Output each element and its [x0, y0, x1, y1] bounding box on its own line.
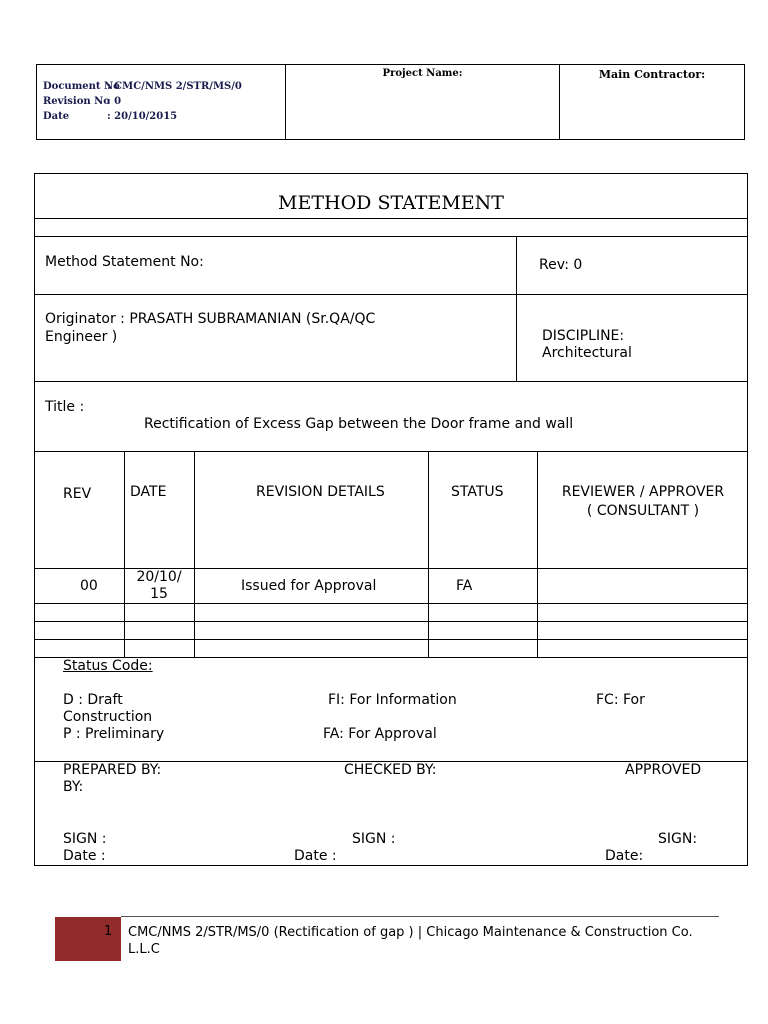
status-code-section	[35, 658, 747, 762]
row-date-line-1: 20/10/	[136, 569, 182, 585]
document-number-label: Document No	[43, 81, 120, 92]
status-draft: D : Draft	[63, 692, 123, 708]
approved-sign-label: SIGN:	[658, 831, 698, 847]
checked-by-label: CHECKED BY:	[344, 762, 437, 778]
status-column-header: STATUS	[451, 484, 504, 500]
revision-details-column-header: REVISION DETAILS	[256, 484, 385, 500]
originator-line-2: Engineer )	[45, 329, 118, 345]
status-preliminary: P : Preliminary	[63, 726, 165, 742]
approved-date-label: Date:	[605, 848, 644, 864]
reviewer-column-header-2: ( CONSULTANT )	[586, 503, 700, 519]
method-statement-form	[34, 173, 748, 866]
approved-by-label-b: BY:	[63, 779, 84, 795]
footer-text: CMC/NMS 2/STR/MS/0 (Rectification of gap ) | Chicago Maintenance & Construction Co. L.L.C	[128, 925, 693, 957]
checked-date-label: Date :	[294, 848, 337, 864]
document-date-value: : 20/10/2015	[107, 111, 178, 122]
prepared-date-label: Date :	[63, 848, 106, 864]
main-contractor-cell	[560, 65, 744, 139]
reviewer-column-header-1: REVIEWER / APPROVER	[561, 484, 725, 500]
originator-line-1: Originator : PRASATH SUBRAMANIAN (Sr.QA/QC	[45, 311, 376, 327]
prepared-sign-label: SIGN :	[63, 831, 107, 847]
document-header-table	[36, 64, 745, 140]
ms-number-row	[35, 237, 747, 295]
discipline-label: DISCIPLINE:	[542, 328, 625, 344]
discipline-value: Architectural	[542, 345, 632, 361]
footer-divider	[121, 916, 719, 917]
revision-number-value: : 0	[107, 96, 122, 107]
rev-label: Rev: 0	[539, 257, 583, 273]
checked-sign-label: SIGN :	[352, 831, 396, 847]
originator-row	[35, 295, 747, 382]
footer-page-number: 1	[104, 924, 113, 939]
ms-number-label: Method Statement No:	[45, 254, 204, 270]
status-code-heading: Status Code:	[63, 658, 153, 674]
status-for-construction-b: Construction	[63, 709, 153, 725]
main-contractor-label: Main Contractor:	[598, 68, 706, 81]
form-title-row	[35, 174, 747, 219]
row-rev: 00	[80, 578, 98, 594]
row-status: FA	[456, 578, 473, 594]
project-name-label: Project Name:	[382, 68, 463, 79]
status-for-information: FI: For Information	[328, 692, 457, 708]
row-date-line-2: 15	[150, 586, 168, 602]
document-date-line	[43, 111, 177, 122]
document-number-line	[43, 81, 242, 92]
document-number-value: : CMC/NMS 2/STR/MS/0	[107, 81, 242, 92]
project-name-cell	[286, 65, 560, 139]
document-date-label: Date	[43, 111, 70, 122]
revision-number-line	[43, 96, 121, 107]
approved-by-label-a: APPROVED	[625, 762, 702, 778]
table-row	[35, 569, 747, 604]
revision-table-header	[35, 452, 747, 569]
table-row	[35, 622, 747, 640]
rev-column-header: REV	[63, 486, 92, 502]
prepared-by-label: PREPARED BY:	[63, 762, 162, 778]
table-row	[35, 604, 747, 622]
ms-title-row	[35, 382, 747, 452]
table-row	[35, 640, 747, 658]
ms-title-label: Title :	[45, 399, 85, 415]
ms-title-value: Rectification of Excess Gap between the Door frame and wall	[144, 416, 574, 432]
form-title: METHOD STATEMENT	[278, 192, 504, 214]
row-revision-details: Issued for Approval	[241, 578, 377, 594]
status-for-approval: FA: For Approval	[323, 726, 437, 742]
document-info-cell	[37, 65, 286, 139]
date-column-header: DATE	[130, 484, 167, 500]
status-for-construction-a: FC: For	[596, 692, 645, 708]
revision-number-label: Revision No	[43, 96, 110, 107]
spacer-row	[35, 219, 747, 237]
